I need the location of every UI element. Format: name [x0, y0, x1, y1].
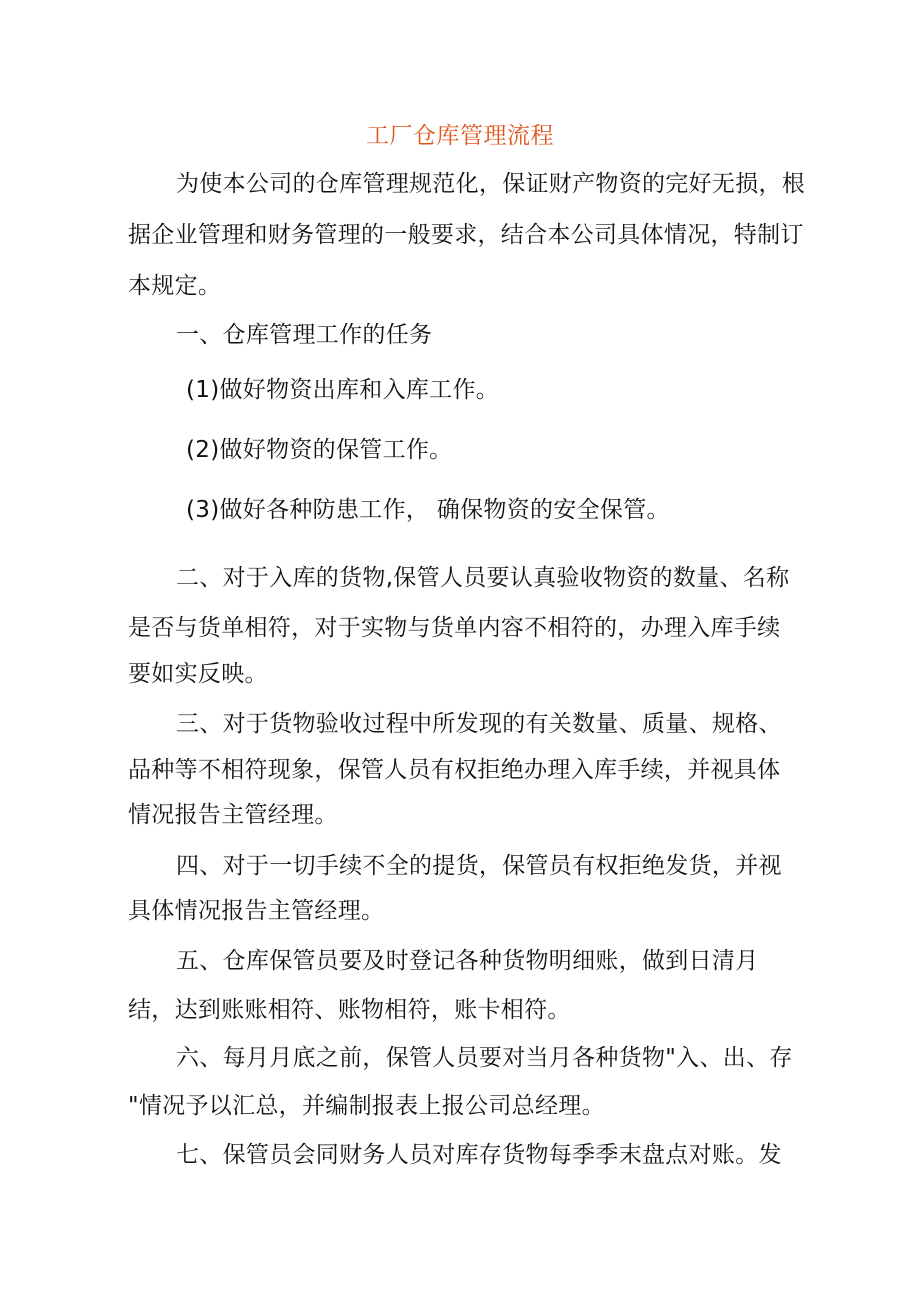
section2-line-2: 是否与货单相符，对于实物与货单内容不相符的，办理入库手续 — [128, 615, 781, 641]
section4-line-2: 具体情况报告主管经理。 — [128, 898, 385, 924]
section1-item-2: (2)做好物资的保管工作。 — [186, 437, 453, 463]
section3-line-2: 品种等不相符现象，保管人员有权拒绝办理入库手续，并视具体 — [128, 757, 781, 783]
section7-line-1: 七、保管员会同财务人员对库存货物每季季末盘点对账。发 — [176, 1142, 782, 1168]
section1-item-1: (1)做好物资出库和入库工作。 — [186, 377, 500, 403]
document-title: 工厂仓库管理流程 — [366, 123, 554, 149]
section3-line-1: 三、对于货物验收过程中所发现的有关数量、质量、规格、 — [176, 711, 782, 737]
intro-line-3: 本规定。 — [128, 273, 222, 299]
section4-line-1: 四、对于一切手续不全的提货，保管员有权拒绝发货，并视 — [176, 853, 782, 879]
section3-line-3: 情况报告主管经理。 — [128, 802, 338, 828]
section6-line-1: 六、每月月底之前，保管人员要对当月各种货物"入、出、存 — [176, 1045, 793, 1071]
section1-heading: 一、仓库管理工作的任务 — [176, 322, 433, 348]
section5-line-2: 结，达到账账相符、账物相符，账卡相符。 — [128, 997, 571, 1023]
section6-line-2: "情况予以汇总，并编制报表上报公司总经理。 — [128, 1093, 605, 1119]
section5-line-1: 五、仓库保管员要及时登记各种货物明细账，做到日清月 — [176, 948, 759, 974]
intro-line-2: 据企业管理和财务管理的一般要求，结合本公司具体情况，特制订 — [128, 222, 804, 248]
section1-item-3: (3)做好各种防患工作， 确保物资的安全保管。 — [186, 497, 670, 523]
intro-line-1: 为使本公司的仓库管理规范化，保证财产物资的完好无损，根 — [176, 171, 806, 197]
section2-line-3: 要如实反映。 — [128, 661, 268, 687]
section2-line-1: 二、对于入库的货物,保管人员要认真验收物资的数量、名称 — [176, 565, 790, 591]
